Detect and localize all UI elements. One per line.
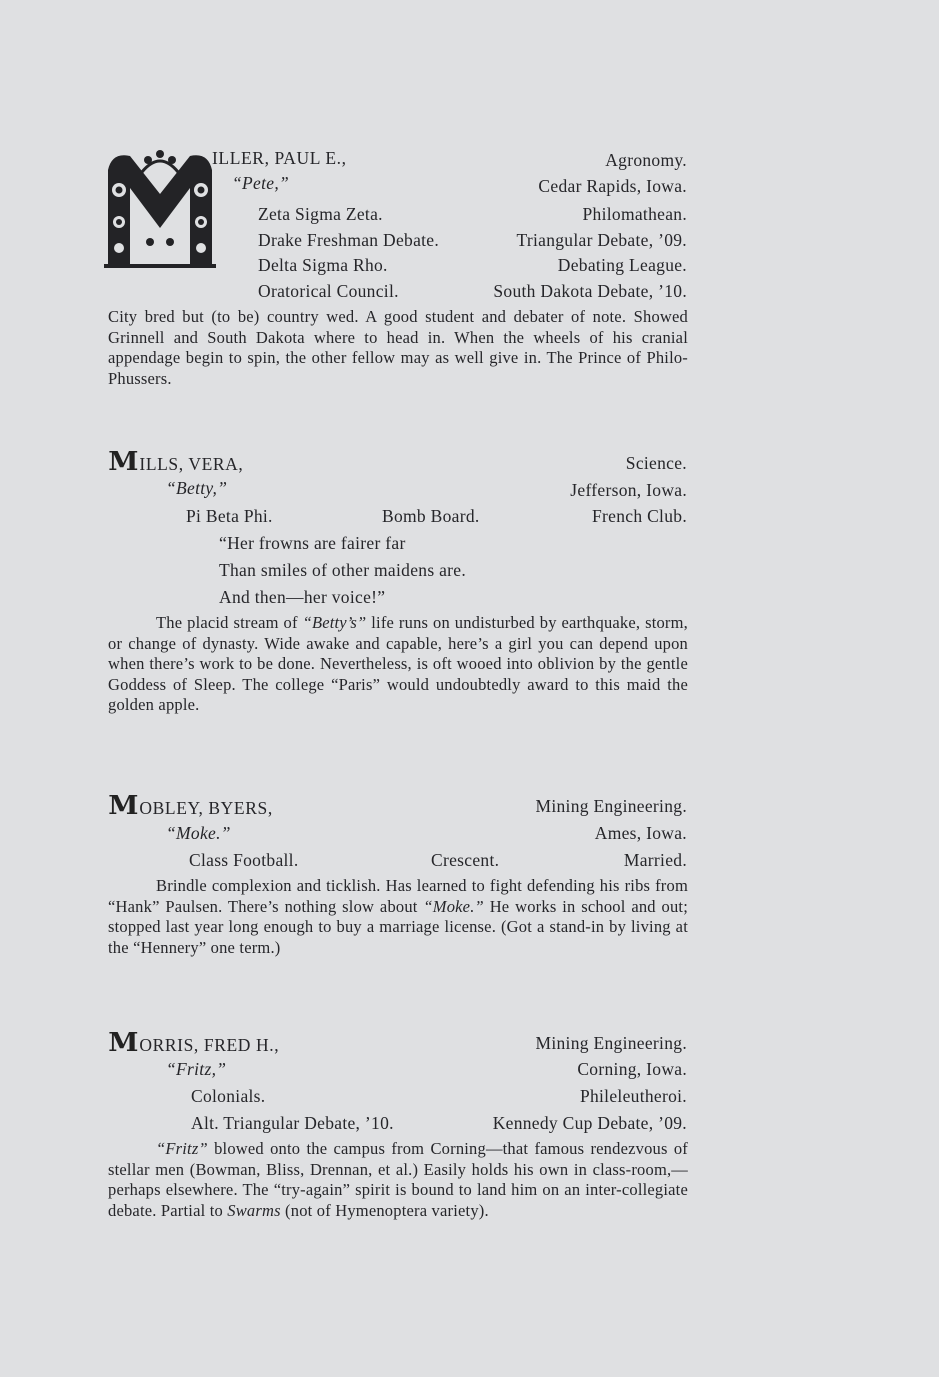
activity: South Dakota Debate, ’10.: [493, 281, 687, 301]
biography-italic: Swarms: [227, 1200, 281, 1220]
biography-text: (not of Hymenoptera variety).: [280, 1200, 489, 1220]
activity: Bomb Board.: [382, 506, 480, 526]
hometown: Jefferson, Iowa.: [570, 480, 687, 500]
student-name: ILLER, PAUL E.,: [212, 148, 347, 168]
student-name-line: [108, 1028, 280, 1058]
biography: [108, 876, 688, 958]
department: Mining Engineering.: [535, 1033, 687, 1053]
biography-text: The placid stream of: [156, 613, 303, 632]
activity: Phileleutheroi.: [579, 1086, 687, 1106]
activity: Kennedy Cup Debate, ’09.: [492, 1113, 687, 1133]
activity: Triangular Debate, ’09.: [516, 230, 687, 250]
biography: [108, 613, 688, 716]
biography: [108, 1139, 688, 1221]
activity: Pi Beta Phi.: [186, 506, 273, 526]
activity: Married.: [623, 850, 687, 870]
blackletter-initial: M: [108, 447, 140, 477]
student-name: OBLEY, BYERS,: [139, 798, 273, 818]
activity: Crescent.: [431, 850, 500, 870]
biography: [108, 307, 688, 389]
activity: Drake Freshman Debate.: [258, 230, 440, 250]
activity: Oratorical Council.: [258, 281, 399, 301]
activity: Debating League.: [557, 255, 687, 275]
student-name-line: [108, 447, 244, 477]
decorative-initial-m: [104, 142, 216, 272]
blackletter-initial: M: [108, 1028, 140, 1058]
quote-line: Than smiles of other maidens are.: [219, 560, 467, 580]
biography-text: life runs on undisturbed by earthquake, storm, or change of dynasty. Wide awake and capable, here’s a girl you can depend upon when there’s work to be done. Nevertheless, is oft wooed into oblivion by the gentle Goddess of Sleep. The college “Paris” would undoubtedly award to this maid the golden apple.: [108, 613, 688, 715]
activity: Philomathean.: [582, 204, 687, 224]
activity: Delta Sigma Rho.: [258, 255, 388, 275]
nickname: “Pete,”: [232, 173, 290, 193]
activity: Alt. Triangular Debate, ’10.: [191, 1113, 394, 1133]
nickname: “Betty,”: [166, 478, 228, 498]
hometown: Cedar Rapids, Iowa.: [538, 176, 687, 196]
hometown: Ames, Iowa.: [594, 823, 687, 843]
student-name-line: [108, 791, 273, 821]
department: Agronomy.: [605, 150, 687, 170]
biography-text: blowed onto the campus from Corning—that famous rendezvous of stellar men (Bowman, Bliss, Drennan, et al.) Easily holds his own in class-room,—perhaps elsewhere. The “try-again” spirit is bound to land him on an inter-collegiate debate. Partial to: [108, 1139, 688, 1220]
biography-text: Brindle complexion and ticklish. Has learned to fight defending his ribs from “Hank” Paulsen. There’s nothing slow about: [108, 876, 688, 916]
nickname: “Moke.”: [166, 823, 231, 843]
student-name: ILLS, VERA,: [139, 454, 244, 474]
activity: Colonials.: [191, 1086, 266, 1106]
biography-text: City bred but (to be) country wed. A good student and debater of note. Showed Grinnell and South Dakota where to head in. When the wheels of his cranial appendage begin to spin, the other fellow may as well give in. The Prince of Philo-Phussers.: [108, 307, 688, 388]
biography-text: He works in school and out; stopped last year long enough to buy a marriage license. (Got a stand-in by living at the “Hennery” one term.): [108, 896, 688, 957]
biography-nickname: “Fritz”: [156, 1139, 208, 1158]
quote-line: And then—her voice!”: [219, 587, 386, 607]
student-name: ORRIS, FRED H.,: [139, 1035, 280, 1055]
activity: French Club.: [592, 506, 687, 526]
quote-line: “Her frowns are fairer far: [219, 533, 406, 553]
biography-nickname: “Betty’s”: [302, 613, 367, 632]
department: Mining Engineering.: [535, 796, 687, 816]
department: Science.: [625, 453, 687, 473]
blackletter-initial: M: [108, 791, 140, 821]
biography-nickname: “Moke.”: [423, 896, 484, 916]
activity: Class Football.: [189, 850, 299, 870]
activity: Zeta Sigma Zeta.: [258, 204, 383, 224]
nickname: “Fritz,”: [166, 1059, 227, 1079]
hometown: Corning, Iowa.: [577, 1059, 687, 1079]
